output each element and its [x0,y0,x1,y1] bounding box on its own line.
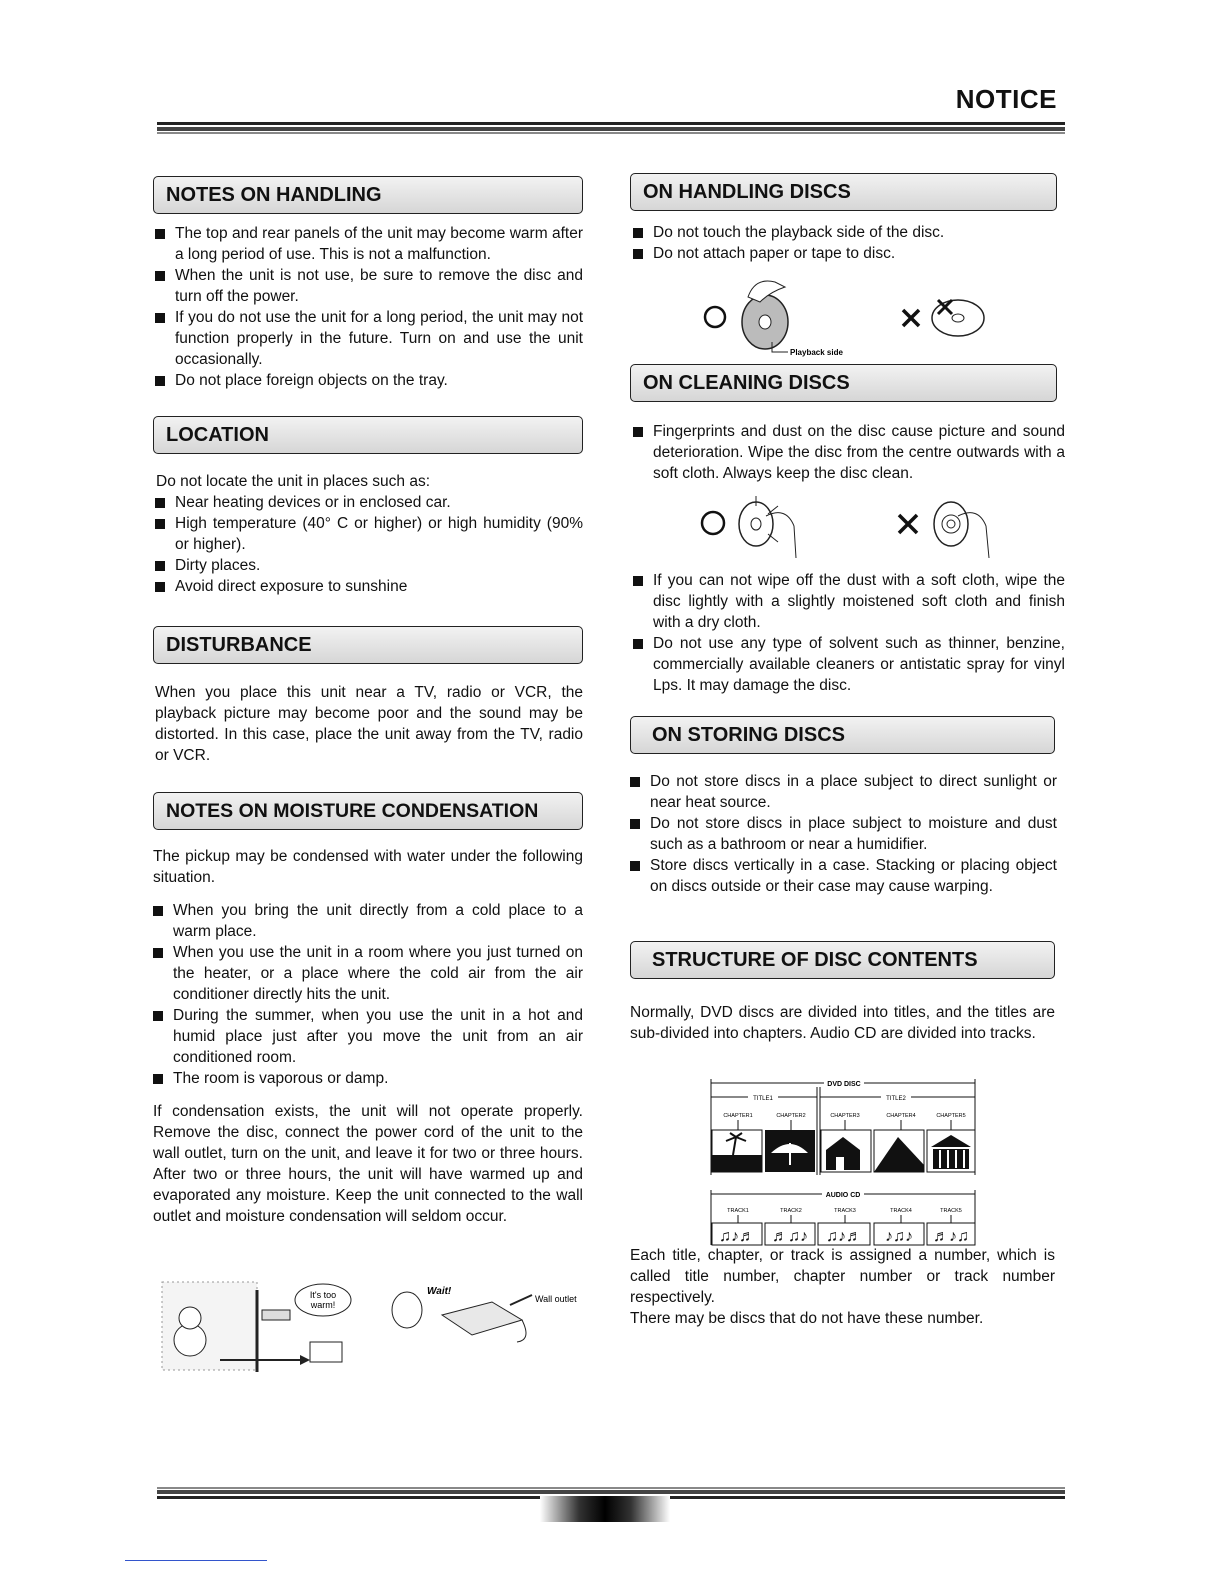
chapter5-label: CHAPTER5 [936,1113,966,1119]
moisture-condensation-section [153,792,583,1227]
svg-text:♫♪♬: ♫♪♬ [719,1228,755,1245]
bullet-item: When you use the unit in a room where you just turned on the heater, or a place where the cold air from the air conditioner directly hits the unit. [153,942,583,1005]
bullet-list [153,492,583,597]
playback-side-label: Playback side [790,348,843,357]
track2-label: TRACK2 [780,1208,802,1214]
wait-for-moisture-illustration [382,1280,582,1350]
bullet-item: The top and rear panels of the unit may become warm after a long period of use. This is not a malfunction. [155,223,583,265]
track4-label: TRACK4 [890,1208,912,1214]
section-header: LOCATION [153,416,583,454]
chapter-images [712,1130,975,1172]
ok-mark-icon [705,307,725,327]
notes-on-handling-section [153,176,583,391]
dvd-disc-label: DVD DISC [827,1081,861,1088]
bullet-item: When you bring the unit directly from a cold place to a warm place. [153,900,583,942]
svg-text:♬♫♪: ♬♫♪ [772,1228,808,1245]
footer-link-line [125,1560,267,1561]
section-header: NOTES ON HANDLING [153,176,583,214]
bullet-item: If you can not wipe off the dust with a soft cloth, wipe the disc lightly with a slightly moistened soft cloth and finish with a dry cloth. [633,570,1065,633]
bullet-item: Avoid direct exposure to sunshine [155,576,583,597]
section-header: ON CLEANING DISCS [630,364,1057,402]
chapter2-label: CHAPTER2 [776,1113,806,1119]
left-column [153,176,583,1396]
chapter1-label: CHAPTER1 [723,1113,753,1119]
cleaning-disc-figure [696,486,996,560]
chapter4-label: CHAPTER4 [886,1113,916,1119]
bullet-item: Near heating devices or in enclosed car. [155,492,583,513]
location-intro: Do not locate the unit in places such as: [156,473,430,490]
svg-text:♫♪♬: ♫♪♬ [826,1228,862,1245]
moisture-intro: The pickup may be condensed with water under the following situation. [153,848,583,886]
bullet-item: Do not store discs in a place subject to direct sunlight or near heat source. [630,771,1057,813]
structure-intro: Normally, DVD discs are divided into titles, and the titles are sub-divided into chapters. Audio CD are divided into tracks. [630,1004,1055,1042]
section-header: ON HANDLING DISCS [630,173,1057,211]
header-rule [157,122,1065,134]
bullet-item: Do not use any type of solvent such as thinner, benzine, commercially available cleaners or antistatic spray for vinyl Lps. It may damage the disc. [633,633,1065,696]
bullet-item: Do not store discs in place subject to moisture and dust such as a bathroom or near a humidifier. [630,813,1057,855]
cold-to-warm-illustration [160,1280,355,1375]
bullet-list [630,222,1060,264]
section-header: STRUCTURE OF DISC CONTENTS [630,941,1055,979]
section-header: DISTURBANCE [153,626,583,664]
audio-cd-label: AUDIO CD [825,1192,861,1199]
wait-label: Wait! [427,1286,452,1297]
bullet-item: If you do not use the unit for a long period, the unit may not function properly in the future. Turn on and use the unit occasionally. [155,307,583,370]
moisture-outro: If condensation exists, the unit will not operate properly. Remove the disc, connect the power cord of the unit to the wall outlet, turn on the unit, and leave it for two or three hours. After two or three hours, the unit will have warmed up and evaporated any moisture. Keep the unit connected to the wall outlet and moisture condensation will seldom occur. [153,1103,583,1225]
section-header: NOTES ON MOISTURE CONDENSATION [153,792,583,830]
structure-outro-2: There may be discs that do not have these number. [630,1310,984,1327]
disc-structure-diagram [708,1075,978,1250]
bullet-list [153,900,583,1089]
bullet-item: When the unit is not use, be sure to remove the disc and turn off the power. [155,265,583,307]
bullet-item: Fingerprints and dust on the disc cause picture and sound deterioration. Wipe the disc from the centre outwards with a soft cloth. Always keep the disc clean. [633,421,1065,484]
ok-mark-icon [702,512,724,534]
title2-label: TITLE2 [886,1096,906,1102]
on-storing-discs-section [630,716,1060,897]
section-header: ON STORING DISCS [630,716,1055,754]
disturbance-section [153,626,583,766]
bullet-item: Do not place foreign objects on the tray. [155,370,583,391]
svg-text:♬♪♫: ♬♪♫ [933,1228,969,1245]
bubble-line-2: warm! [310,1300,336,1310]
bullet-list [630,570,1065,696]
bullet-list [630,421,1065,484]
title1-label: TITLE1 [753,1096,773,1102]
bullet-item: Store discs vertically in a case. Stacking or placing object on discs outside or their case may cause warping. [630,855,1057,897]
bullet-item: During the summer, when you use the unit in a hot and humid place just after you move the unit from an air conditioned room. [153,1005,583,1068]
wall-outlet-label: Wall outlet [535,1294,577,1304]
structure-outro-1: Each title, chapter, or track is assigned a number, which is called title number, chapter number or track number respectively. [630,1247,1055,1306]
bullet-item: Do not attach paper or tape to disc. [633,243,1060,264]
disc-icon [934,502,968,546]
bubble-line-1: It's too [309,1290,337,1300]
location-section [153,416,583,597]
bullet-item: Do not touch the playback side of the disc. [633,222,1060,243]
chapter3-label: CHAPTER3 [830,1113,860,1119]
track5-label: TRACK5 [940,1208,962,1214]
disc-with-tape-icon [932,300,984,336]
bullet-list [153,223,583,391]
bullet-item: Dirty places. [155,555,583,576]
bullet-list [630,771,1057,897]
svg-text:♪♫♪: ♪♫♪ [885,1228,913,1245]
bullet-item: High temperature (40° C or higher) or high humidity (90% or higher). [155,513,583,555]
handling-disc-figure [700,272,1000,360]
track1-label: TRACK1 [727,1208,749,1214]
disturbance-text: When you place this unit near a TV, radio or VCR, the playback picture may become poor and the sound may be distorted. In this case, place the unit away from the TV, radio or VCR. [155,684,583,764]
bullet-item: The room is vaporous or damp. [153,1068,583,1089]
track3-label: TRACK3 [834,1208,856,1214]
on-handling-discs-section [630,173,1060,264]
page-title: NOTICE [955,84,1057,114]
disc-icon [739,502,773,546]
page-number-tab [540,1496,670,1522]
